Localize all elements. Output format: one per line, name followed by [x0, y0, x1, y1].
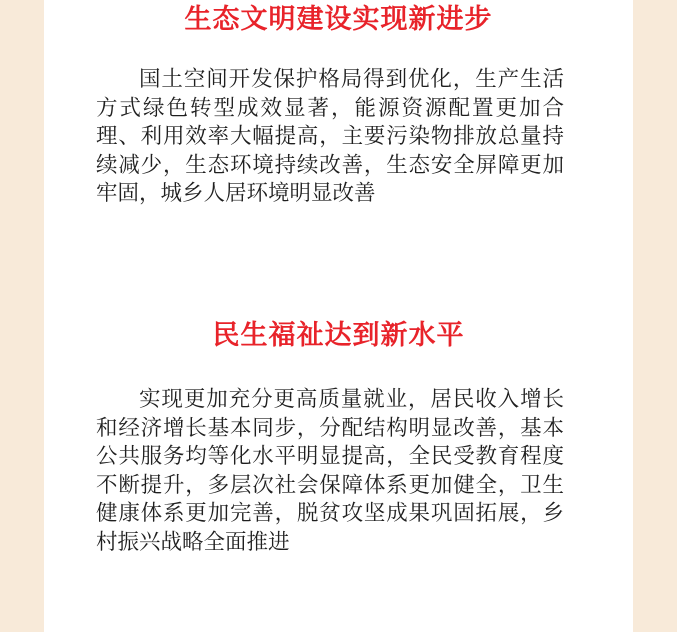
section-body-ecology: 国土空间开发保护格局得到优化，生产生活方式绿色转型成效显著，能源资源配置更加合理、利用效率大幅提高，主要污染物排放总量持续减少，生态环境持续改善，生态安全屏障更加牢固，城乡人居环境明显改善: [96, 67, 564, 206]
article-page: [44, 0, 633, 632]
section-body-livelihood: 实现更加充分更高质量就业，居民收入增长和经济增长基本同步，分配结构明显改善，基本公共服务均等化水平明显提高，全民受教育程度不断提升，多层次社会保障体系更加健全，卫生健康体系更加完善，脱贫攻坚成果巩固拓展，乡村振兴战略全面推进: [96, 387, 564, 555]
section-heading-livelihood: 民生福祉达到新水平: [212, 320, 465, 351]
section-heading-ecology: 生态文明建设实现新进步: [184, 4, 493, 35]
